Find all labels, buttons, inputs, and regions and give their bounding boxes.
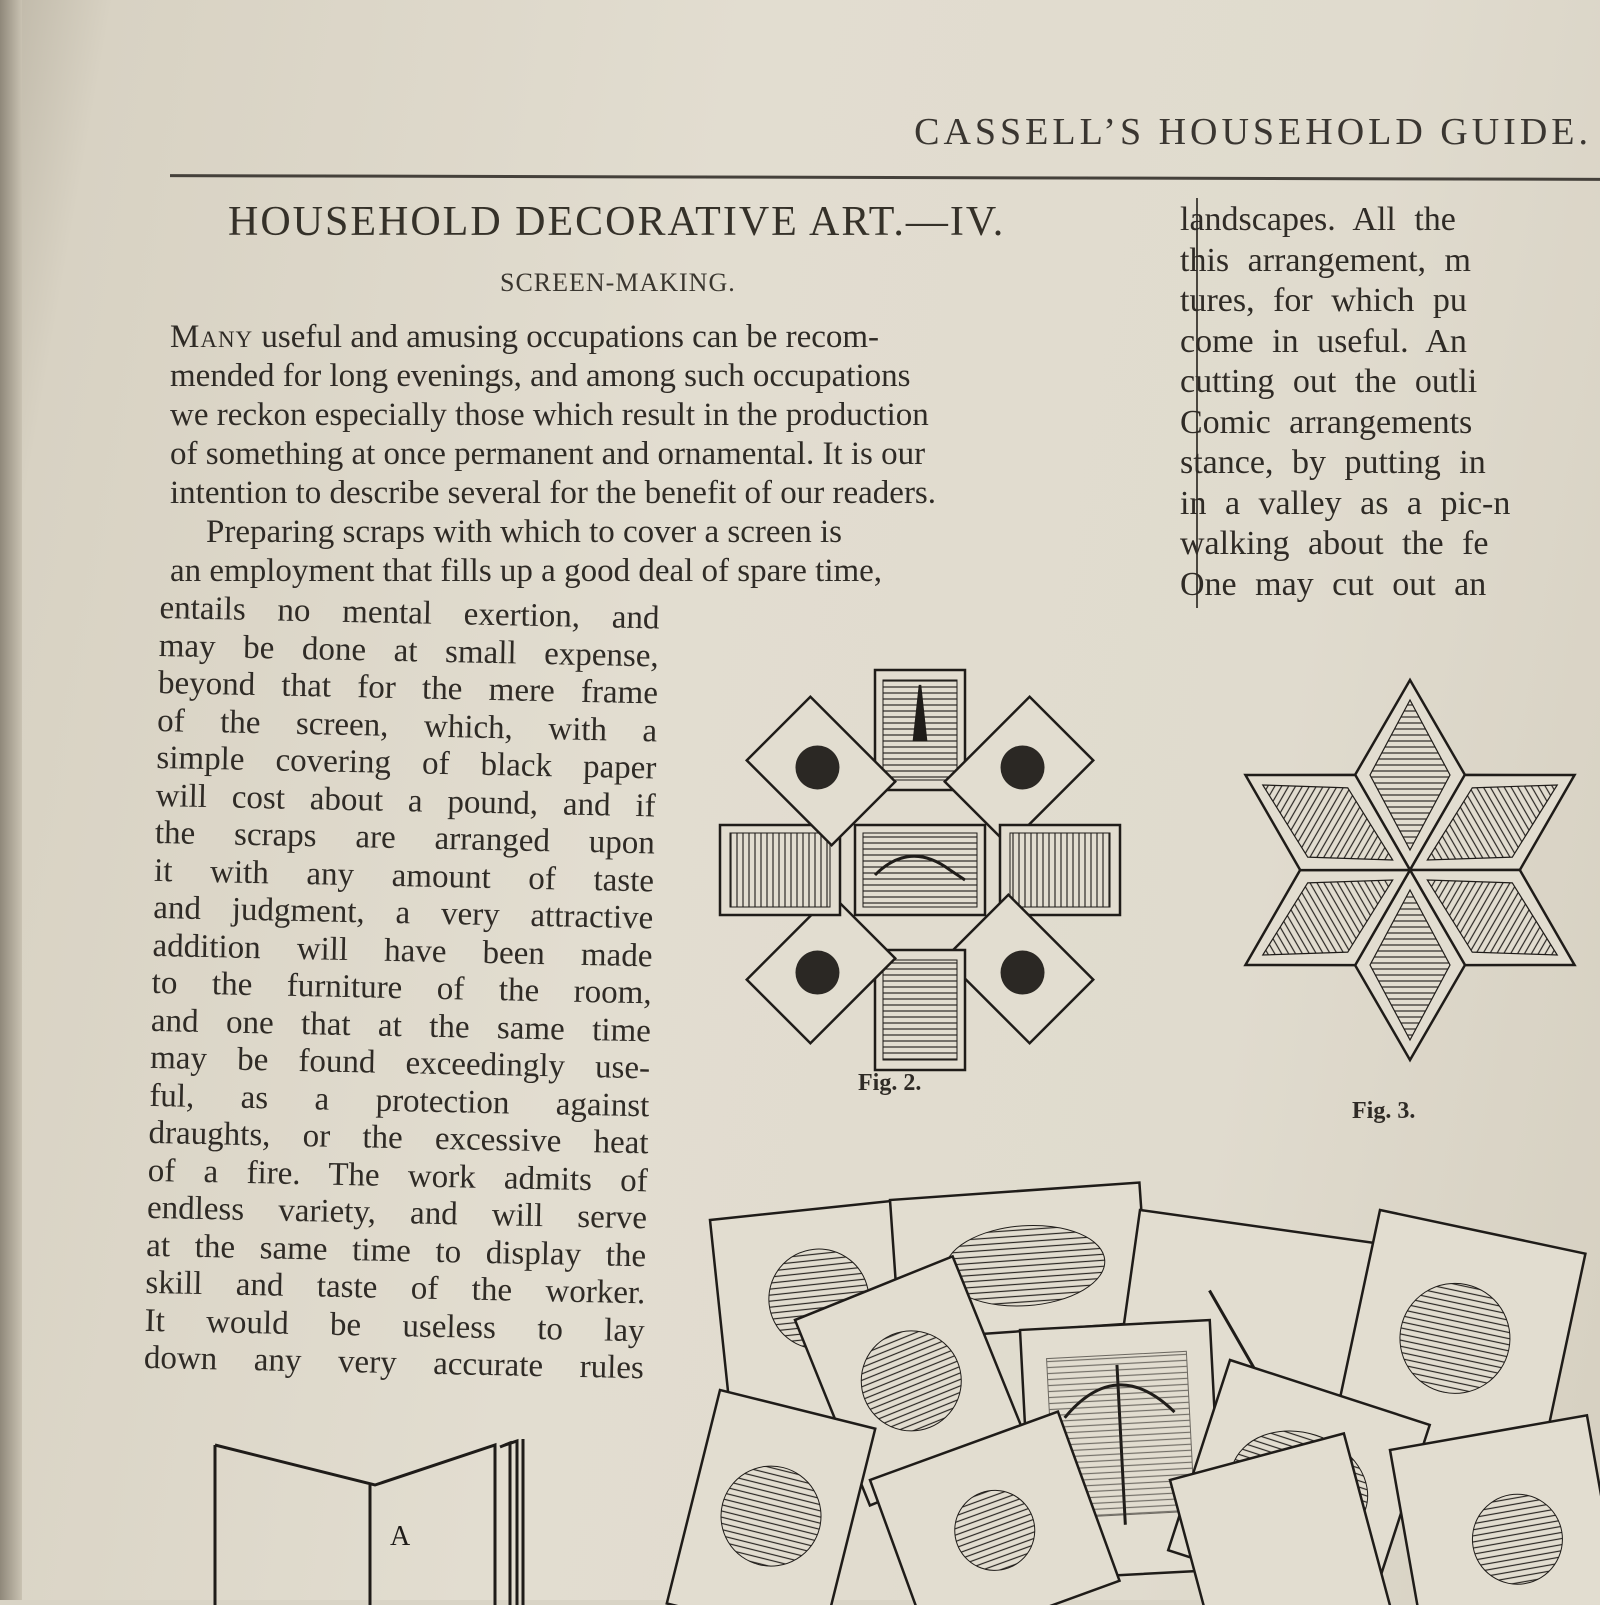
scrap-card-center (855, 825, 985, 915)
scrap-card-bottom (875, 950, 965, 1070)
text-line: simple covering of black paper (156, 740, 657, 788)
text-line: ful, as a protection against (149, 1077, 650, 1125)
text-line: One may cut out an (1180, 565, 1600, 606)
text-line: may be found exceedingly use- (150, 1040, 651, 1088)
text-line: draughts, or the excessive heat (148, 1115, 649, 1163)
text-line: beyond that for the mere frame (158, 665, 659, 713)
text-line: Preparing scraps with which to cover a screen is (170, 513, 1170, 552)
running-head: CASSELL’S HOUSEHOLD GUIDE. (914, 110, 1592, 154)
text-line: in a valley as a pic-n (1180, 484, 1600, 525)
text-line: may be done at small expense, (158, 627, 659, 675)
header-rule (170, 174, 1600, 181)
article-subtitle: SCREEN-MAKING. (500, 268, 736, 298)
text-line: entails no mental exertion, and (159, 590, 660, 638)
text-line: of the screen, which, with a (157, 702, 658, 750)
text-line: an employment that fills up a good deal of spare time, (170, 552, 1170, 591)
text-line: walking about the fe (1180, 524, 1600, 565)
text-line: stance, by putting in (1180, 443, 1600, 484)
text-line: landscapes. All the (1180, 200, 1600, 241)
text-line: down any very accurate rules (144, 1340, 645, 1388)
scrap-card-top (875, 670, 965, 790)
figure-3-star (1190, 650, 1600, 1090)
text-line (170, 318, 1170, 357)
figure-2-caption: Fig. 2. (858, 1070, 921, 1097)
drop-lead-word: Many (170, 319, 253, 355)
column-1-wide (170, 318, 1170, 591)
text-line: endless variety, and will serve (147, 1190, 648, 1238)
scrap-card-bottom-left (747, 895, 895, 1043)
figure-scattered-scraps (700, 1180, 1600, 1600)
text-line: of a fire. The work admits of (147, 1152, 648, 1200)
figure-3-caption: Fig. 3. (1352, 1098, 1415, 1125)
text-line: addition will have been made (152, 927, 653, 975)
text-line: will cost about a pound, and if (155, 777, 656, 825)
figure-2-rosette (690, 660, 1150, 1080)
text-line: tures, for which pu (1180, 281, 1600, 322)
figure-folding-screen (205, 1435, 535, 1605)
text-line: it with any amount of taste (154, 852, 655, 900)
text-line: and one that at the same time (151, 1002, 652, 1050)
column-2 (1180, 200, 1600, 610)
column-1-narrow (144, 590, 660, 1388)
text-line: intention to describe several for the benefit of our readers. (170, 474, 1170, 513)
book-spine-shadow (0, 0, 22, 1600)
scrap-card-top-right (945, 697, 1093, 845)
text-line: and judgment, a very attractive (153, 890, 654, 938)
scrap-card-bottom-right (945, 895, 1093, 1043)
text-line: skill and taste of the worker. (145, 1265, 646, 1313)
scrap-card (1390, 1415, 1600, 1605)
text-line: mended for long evenings, and among such occupations (170, 357, 1170, 396)
scrap-card-left (720, 825, 840, 915)
article-title: HOUSEHOLD DECORATIVE ART.—IV. (228, 198, 1128, 246)
text-line-rest: useful and amusing occupations can be recom- (253, 319, 879, 355)
scrap-card-right (1000, 825, 1120, 915)
text-line: we reckon especially those which result in the production (170, 396, 1170, 435)
text-line: Comic arrangements (1180, 403, 1600, 444)
text-line: of something at once permanent and ornamental. It is our (170, 435, 1170, 474)
text-line: come in useful. An (1180, 322, 1600, 363)
text-line: the scraps are arranged upon (155, 815, 656, 863)
scrap-card (667, 1390, 875, 1605)
screen-panel-letter: A (390, 1521, 411, 1552)
text-line: to the furniture of the room, (151, 965, 652, 1013)
text-line: cutting out the outli (1180, 362, 1600, 403)
text-line: at the same time to display the (146, 1227, 647, 1275)
scrap-card-top-left (747, 697, 895, 845)
text-line: It would be useless to lay (144, 1302, 645, 1350)
text-line: this arrangement, m (1180, 241, 1600, 282)
